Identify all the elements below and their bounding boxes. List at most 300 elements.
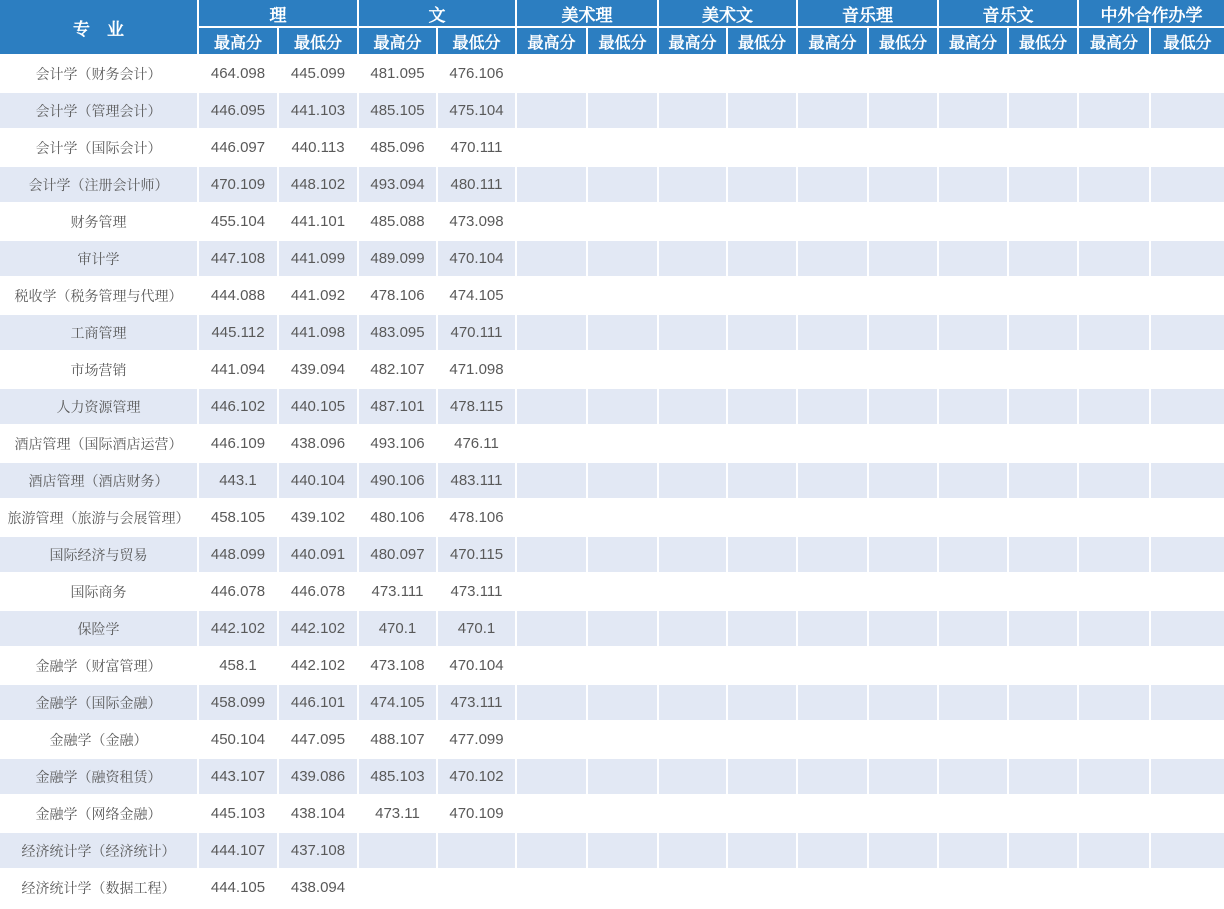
score-cell: 480.097: [358, 536, 437, 573]
score-cell: [868, 314, 938, 351]
score-cell: [727, 351, 797, 388]
score-cell: [358, 869, 437, 906]
score-cell: 442.102: [278, 610, 358, 647]
score-cell: 493.094: [358, 166, 437, 203]
score-cell: [868, 277, 938, 314]
score-cell: [516, 684, 587, 721]
score-cell: [658, 129, 727, 166]
score-cell: [1150, 647, 1224, 684]
table-body: [0, 55, 1224, 906]
score-cell: [797, 795, 868, 832]
score-cell: [1150, 536, 1224, 573]
score-cell: 455.104: [198, 203, 278, 240]
score-cell: [1008, 684, 1078, 721]
score-cell: 439.086: [278, 758, 358, 795]
max-score-header: 最高分: [797, 27, 868, 55]
score-cell: 480.106: [358, 499, 437, 536]
score-cell: [658, 277, 727, 314]
score-cell: 470.102: [437, 758, 516, 795]
score-cell: [727, 869, 797, 906]
score-cell: [1008, 462, 1078, 499]
score-cell: [587, 832, 658, 869]
score-cell: 480.111: [437, 166, 516, 203]
major-cell: 审计学: [0, 240, 198, 277]
score-cell: [1078, 240, 1150, 277]
major-cell: 金融学（财富管理）: [0, 647, 198, 684]
score-cell: [1150, 388, 1224, 425]
score-cell: [658, 721, 727, 758]
score-cell: 474.105: [437, 277, 516, 314]
score-cell: [938, 277, 1008, 314]
score-cell: 446.102: [198, 388, 278, 425]
score-cell: [658, 425, 727, 462]
major-cell: 会计学（管理会计）: [0, 92, 198, 129]
major-cell: 酒店管理（国际酒店运营）: [0, 425, 198, 462]
score-cell: 444.107: [198, 832, 278, 869]
score-cell: [587, 684, 658, 721]
score-cell: [727, 203, 797, 240]
score-cell: 485.096: [358, 129, 437, 166]
table-row: [0, 240, 1224, 277]
major-cell: 金融学（国际金融）: [0, 684, 198, 721]
score-cell: [1078, 647, 1150, 684]
score-cell: [938, 240, 1008, 277]
score-cell: [516, 388, 587, 425]
score-cell: [1078, 536, 1150, 573]
score-cell: [1078, 832, 1150, 869]
score-cell: [727, 425, 797, 462]
score-cell: [587, 647, 658, 684]
score-cell: [1150, 758, 1224, 795]
table-row: [0, 684, 1224, 721]
table-row: [0, 203, 1224, 240]
score-cell: [516, 610, 587, 647]
score-cell: [868, 462, 938, 499]
score-cell: [587, 55, 658, 92]
score-cell: [587, 425, 658, 462]
table-row: [0, 721, 1224, 758]
score-cell: [797, 721, 868, 758]
score-cell: [1008, 721, 1078, 758]
major-cell: 会计学（国际会计）: [0, 129, 198, 166]
score-cell: [1078, 573, 1150, 610]
score-cell: [868, 388, 938, 425]
score-cell: [1078, 795, 1150, 832]
max-score-header: 最高分: [658, 27, 727, 55]
score-cell: [658, 869, 727, 906]
score-cell: 458.099: [198, 684, 278, 721]
score-cell: 442.102: [278, 647, 358, 684]
table-row: [0, 277, 1224, 314]
score-cell: 485.105: [358, 92, 437, 129]
score-cell: [1078, 277, 1150, 314]
score-cell: 450.104: [198, 721, 278, 758]
score-cell: 446.109: [198, 425, 278, 462]
major-cell: 市场营销: [0, 351, 198, 388]
score-cell: [868, 610, 938, 647]
score-cell: [1150, 203, 1224, 240]
score-cell: [1008, 758, 1078, 795]
score-cell: [727, 240, 797, 277]
score-cell: 437.108: [278, 832, 358, 869]
score-cell: [658, 240, 727, 277]
score-cell: 473.098: [437, 203, 516, 240]
score-cell: [658, 388, 727, 425]
score-cell: [938, 129, 1008, 166]
score-cell: 476.11: [437, 425, 516, 462]
table-row: [0, 462, 1224, 499]
score-cell: [516, 647, 587, 684]
score-cell: [1008, 129, 1078, 166]
score-cell: [587, 610, 658, 647]
score-cell: 441.094: [198, 351, 278, 388]
score-cell: 443.107: [198, 758, 278, 795]
table-row: [0, 55, 1224, 92]
table-row: [0, 351, 1224, 388]
score-cell: 470.115: [437, 536, 516, 573]
major-cell: 财务管理: [0, 203, 198, 240]
score-cell: 470.111: [437, 129, 516, 166]
score-cell: [868, 166, 938, 203]
score-cell: [727, 832, 797, 869]
score-cell: 443.1: [198, 462, 278, 499]
score-cell: [797, 203, 868, 240]
score-cell: [1008, 795, 1078, 832]
max-score-header: 最高分: [1078, 27, 1150, 55]
score-cell: [938, 758, 1008, 795]
table-row: [0, 610, 1224, 647]
score-cell: [587, 92, 658, 129]
score-cell: [1150, 277, 1224, 314]
score-cell: [797, 277, 868, 314]
score-cell: [797, 536, 868, 573]
score-cell: [1078, 203, 1150, 240]
score-cell: [587, 351, 658, 388]
score-cell: 476.106: [437, 55, 516, 92]
score-cell: 470.1: [358, 610, 437, 647]
score-cell: [1008, 869, 1078, 906]
score-cell: [868, 536, 938, 573]
major-cell: 国际经济与贸易: [0, 536, 198, 573]
score-cell: [658, 758, 727, 795]
score-cell: [938, 351, 1008, 388]
score-cell: [938, 721, 1008, 758]
score-cell: [727, 684, 797, 721]
min-score-header: 最低分: [1150, 27, 1224, 55]
score-cell: [727, 462, 797, 499]
score-cell: [1150, 425, 1224, 462]
score-cell: [797, 573, 868, 610]
score-cell: [1078, 351, 1150, 388]
min-score-header: 最低分: [437, 27, 516, 55]
score-cell: [797, 499, 868, 536]
score-cell: [516, 240, 587, 277]
score-cell: [727, 129, 797, 166]
major-cell: 旅游管理（旅游与会展管理）: [0, 499, 198, 536]
score-cell: [658, 203, 727, 240]
score-cell: [1150, 795, 1224, 832]
score-cell: [797, 758, 868, 795]
score-cell: [797, 129, 868, 166]
score-cell: [516, 166, 587, 203]
score-cell: [587, 314, 658, 351]
score-cell: 473.111: [358, 573, 437, 610]
score-cell: [437, 869, 516, 906]
score-cell: 493.106: [358, 425, 437, 462]
score-cell: 438.094: [278, 869, 358, 906]
score-cell: 446.095: [198, 92, 278, 129]
score-cell: 489.099: [358, 240, 437, 277]
score-cell: [1150, 92, 1224, 129]
score-cell: [868, 425, 938, 462]
score-cell: [797, 92, 868, 129]
score-cell: [868, 499, 938, 536]
score-cell: [938, 92, 1008, 129]
score-cell: 441.099: [278, 240, 358, 277]
score-cell: 440.105: [278, 388, 358, 425]
score-cell: 485.103: [358, 758, 437, 795]
group-header: 中外合作办学: [1078, 0, 1224, 27]
score-cell: [1150, 610, 1224, 647]
score-cell: [1078, 499, 1150, 536]
score-cell: [1008, 351, 1078, 388]
min-score-header: 最低分: [868, 27, 938, 55]
score-cell: [516, 536, 587, 573]
score-cell: [1008, 647, 1078, 684]
score-cell: [658, 684, 727, 721]
score-cell: [516, 351, 587, 388]
score-cell: [727, 388, 797, 425]
score-cell: 445.099: [278, 55, 358, 92]
max-score-header: 最高分: [516, 27, 587, 55]
score-cell: 439.094: [278, 351, 358, 388]
group-header: 音乐文: [938, 0, 1078, 27]
score-cell: 483.111: [437, 462, 516, 499]
score-cell: [868, 203, 938, 240]
score-cell: [1078, 166, 1150, 203]
score-cell: [658, 610, 727, 647]
score-cell: [587, 462, 658, 499]
table-row: [0, 129, 1224, 166]
score-cell: [1008, 277, 1078, 314]
score-cell: [727, 314, 797, 351]
score-cell: [797, 55, 868, 92]
score-cell: [938, 499, 1008, 536]
score-cell: 447.095: [278, 721, 358, 758]
score-cell: [1078, 388, 1150, 425]
score-cell: [1008, 425, 1078, 462]
score-cell: [727, 536, 797, 573]
major-cell: 金融学（金融）: [0, 721, 198, 758]
score-cell: 488.107: [358, 721, 437, 758]
score-cell: [1078, 869, 1150, 906]
score-cell: 487.101: [358, 388, 437, 425]
score-cell: [658, 832, 727, 869]
score-cell: [1008, 388, 1078, 425]
score-cell: [1008, 240, 1078, 277]
score-cell: [868, 647, 938, 684]
score-cell: [516, 129, 587, 166]
score-cell: [516, 425, 587, 462]
score-cell: [938, 166, 1008, 203]
score-cell: [938, 795, 1008, 832]
score-cell: 458.105: [198, 499, 278, 536]
score-cell: [938, 425, 1008, 462]
score-cell: [516, 832, 587, 869]
score-cell: [1150, 869, 1224, 906]
score-cell: [1008, 536, 1078, 573]
score-cell: [797, 462, 868, 499]
score-cell: [1008, 610, 1078, 647]
score-cell: 439.102: [278, 499, 358, 536]
score-cell: [587, 869, 658, 906]
score-cell: [1150, 721, 1224, 758]
score-cell: 441.101: [278, 203, 358, 240]
score-cell: 483.095: [358, 314, 437, 351]
score-cell: [1150, 129, 1224, 166]
score-cell: [587, 499, 658, 536]
score-cell: [938, 573, 1008, 610]
score-cell: 473.111: [437, 573, 516, 610]
score-cell: [1150, 166, 1224, 203]
group-header: 美术文: [658, 0, 797, 27]
score-cell: 470.109: [437, 795, 516, 832]
score-cell: [1078, 92, 1150, 129]
score-cell: [797, 388, 868, 425]
score-cell: [516, 203, 587, 240]
score-cell: [1078, 721, 1150, 758]
score-cell: [727, 166, 797, 203]
score-cell: 481.095: [358, 55, 437, 92]
score-cell: 470.111: [437, 314, 516, 351]
score-cell: [868, 55, 938, 92]
score-cell: [658, 92, 727, 129]
table-row: [0, 425, 1224, 462]
score-cell: [587, 203, 658, 240]
score-cell: [516, 869, 587, 906]
table-row: [0, 388, 1224, 425]
score-cell: 446.101: [278, 684, 358, 721]
major-cell: 经济统计学（数据工程）: [0, 869, 198, 906]
score-cell: 470.109: [198, 166, 278, 203]
score-cell: [727, 647, 797, 684]
score-cell: 438.096: [278, 425, 358, 462]
score-cell: [938, 462, 1008, 499]
score-cell: [1008, 92, 1078, 129]
score-cell: 478.106: [437, 499, 516, 536]
score-cell: [727, 758, 797, 795]
score-cell: [1078, 314, 1150, 351]
table-row: [0, 92, 1224, 129]
score-cell: [587, 536, 658, 573]
table-row: [0, 795, 1224, 832]
score-cell: [868, 240, 938, 277]
score-cell: [797, 351, 868, 388]
score-cell: 438.104: [278, 795, 358, 832]
score-cell: 445.103: [198, 795, 278, 832]
score-cell: [658, 499, 727, 536]
score-cell: 478.115: [437, 388, 516, 425]
score-cell: 440.091: [278, 536, 358, 573]
score-cell: 485.088: [358, 203, 437, 240]
score-cell: [1008, 314, 1078, 351]
table-row: [0, 832, 1224, 869]
max-score-header: 最高分: [198, 27, 278, 55]
score-cell: [1078, 425, 1150, 462]
score-cell: [727, 277, 797, 314]
score-cell: [658, 647, 727, 684]
score-cell: [1150, 832, 1224, 869]
score-cell: [516, 499, 587, 536]
score-cell: 446.078: [278, 573, 358, 610]
score-cell: [797, 314, 868, 351]
score-cell: 440.104: [278, 462, 358, 499]
score-cell: [1008, 203, 1078, 240]
major-cell: 保险学: [0, 610, 198, 647]
score-cell: [658, 351, 727, 388]
major-cell: 会计学（注册会计师）: [0, 166, 198, 203]
score-cell: [437, 832, 516, 869]
group-header: 文: [358, 0, 516, 27]
score-cell: [1008, 573, 1078, 610]
score-cell: [516, 314, 587, 351]
score-cell: [587, 166, 658, 203]
min-score-header: 最低分: [727, 27, 797, 55]
score-cell: [658, 166, 727, 203]
score-cell: [658, 314, 727, 351]
score-cell: [797, 832, 868, 869]
score-cell: [587, 795, 658, 832]
score-cell: 442.102: [198, 610, 278, 647]
score-cell: [587, 277, 658, 314]
score-cell: [1150, 462, 1224, 499]
score-cell: [587, 240, 658, 277]
score-cell: [1008, 832, 1078, 869]
group-header: 美术理: [516, 0, 658, 27]
score-cell: [797, 869, 868, 906]
score-cell: 441.103: [278, 92, 358, 129]
table-row: [0, 647, 1224, 684]
score-cell: 478.106: [358, 277, 437, 314]
score-cell: 440.113: [278, 129, 358, 166]
score-cell: [1078, 462, 1150, 499]
score-cell: [1150, 314, 1224, 351]
score-cell: [938, 536, 1008, 573]
score-cell: [1150, 499, 1224, 536]
table-row: [0, 314, 1224, 351]
min-score-header: 最低分: [1008, 27, 1078, 55]
score-cell: [938, 832, 1008, 869]
score-cell: [938, 684, 1008, 721]
score-cell: [516, 462, 587, 499]
score-cell: 477.099: [437, 721, 516, 758]
max-score-header: 最高分: [938, 27, 1008, 55]
score-cell: [587, 388, 658, 425]
score-cell: 464.098: [198, 55, 278, 92]
min-score-header: 最低分: [587, 27, 658, 55]
score-cell: [938, 869, 1008, 906]
score-cell: [797, 610, 868, 647]
score-cell: [868, 684, 938, 721]
score-cell: 446.078: [198, 573, 278, 610]
score-cell: [727, 55, 797, 92]
score-cell: [587, 573, 658, 610]
score-cell: [797, 425, 868, 462]
score-cell: [658, 536, 727, 573]
score-cell: [938, 314, 1008, 351]
score-cell: 473.111: [437, 684, 516, 721]
score-cell: [727, 499, 797, 536]
